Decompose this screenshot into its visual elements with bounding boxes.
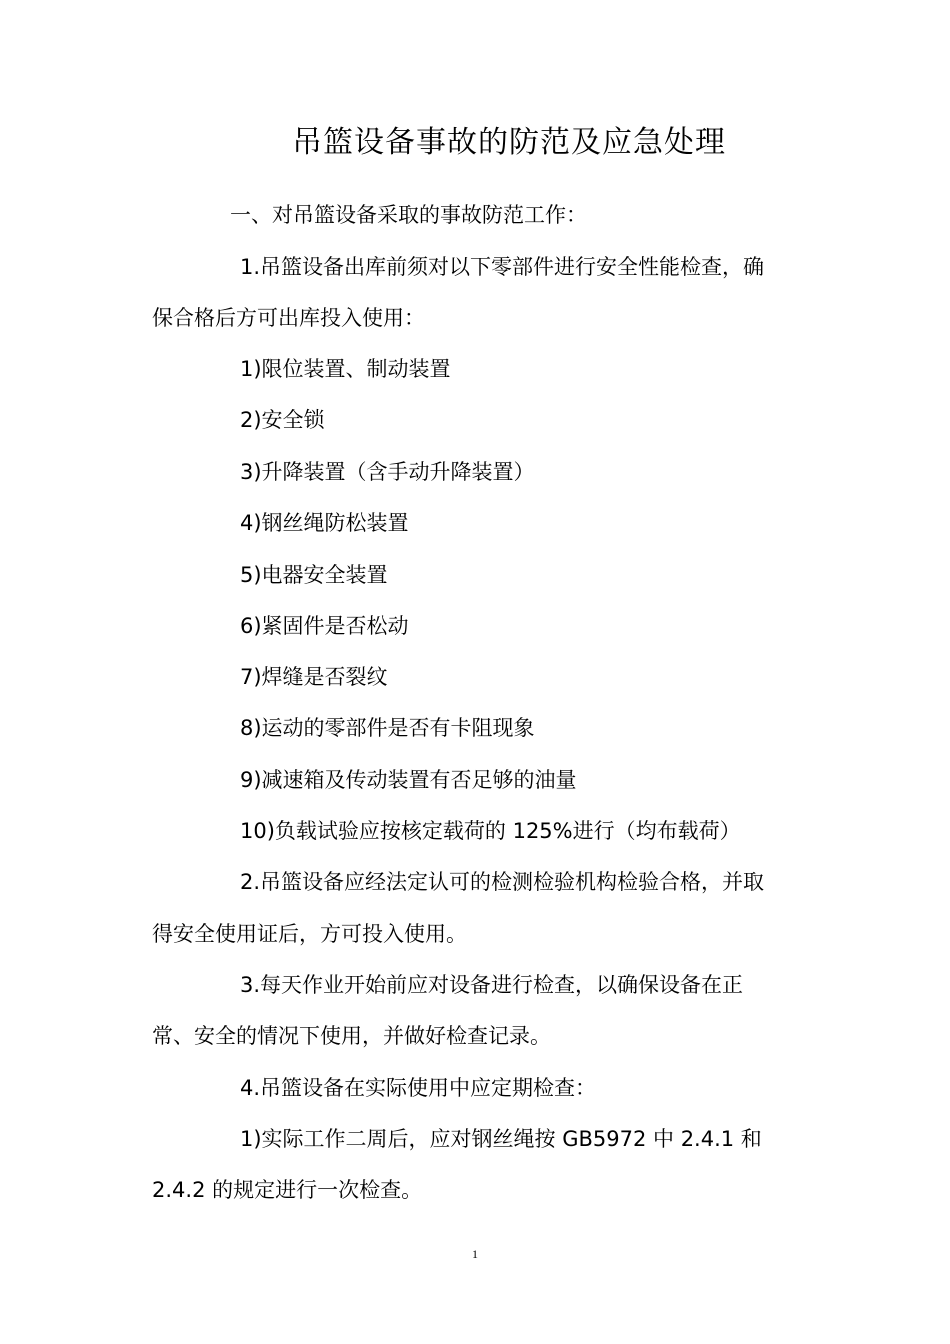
item1-line2: 保合格后方可出库投入使用：	[152, 306, 425, 330]
check-item-1: 1)限位装置、制动装置	[240, 357, 451, 381]
page-number: 1	[472, 1247, 478, 1261]
check-item-9: 9)减速箱及传动装置有否足够的油量	[240, 768, 577, 792]
check-item-3: 3)升降装置（含手动升降装置）	[240, 460, 535, 484]
check-item-6: 6)紧固件是否松动	[240, 614, 409, 638]
check-item-2: 2)安全锁	[240, 408, 325, 432]
check-item-10: 10)负载试验应按核定载荷的 125%进行（均布载荷）	[240, 819, 741, 843]
check-item-5: 5)电器安全装置	[240, 563, 388, 587]
check-item-7: 7)焊缝是否裂纹	[240, 665, 388, 689]
item4-sub1-line2: 2.4.2 的规定进行一次检查。	[152, 1178, 423, 1202]
item2-line2: 得安全使用证后，方可投入使用。	[152, 922, 467, 946]
check-item-4: 4)钢丝绳防松装置	[240, 511, 409, 535]
item3-line1: 3.每天作业开始前应对设备进行检查，以确保设备在正	[240, 973, 744, 997]
item2-line1: 2.吊篮设备应经法定认可的检测检验机构检验合格，并取	[240, 870, 765, 894]
item1-line1: 1.吊篮设备出库前须对以下零部件进行安全性能检查，确	[240, 255, 765, 279]
section-heading: 一、对吊篮设备采取的事故防范工作：	[230, 203, 587, 227]
item4-heading: 4.吊篮设备在实际使用中应定期检查：	[240, 1076, 597, 1100]
item3-line2: 常、安全的情况下使用，并做好检查记录。	[152, 1024, 551, 1048]
check-item-8: 8)运动的零部件是否有卡阻现象	[240, 716, 535, 740]
item4-sub1-line1: 1)实际工作二周后，应对钢丝绳按 GB5972 中 2.4.1 和	[240, 1127, 762, 1151]
document-title: 吊篮设备事故的防范及应急处理	[292, 125, 726, 160]
